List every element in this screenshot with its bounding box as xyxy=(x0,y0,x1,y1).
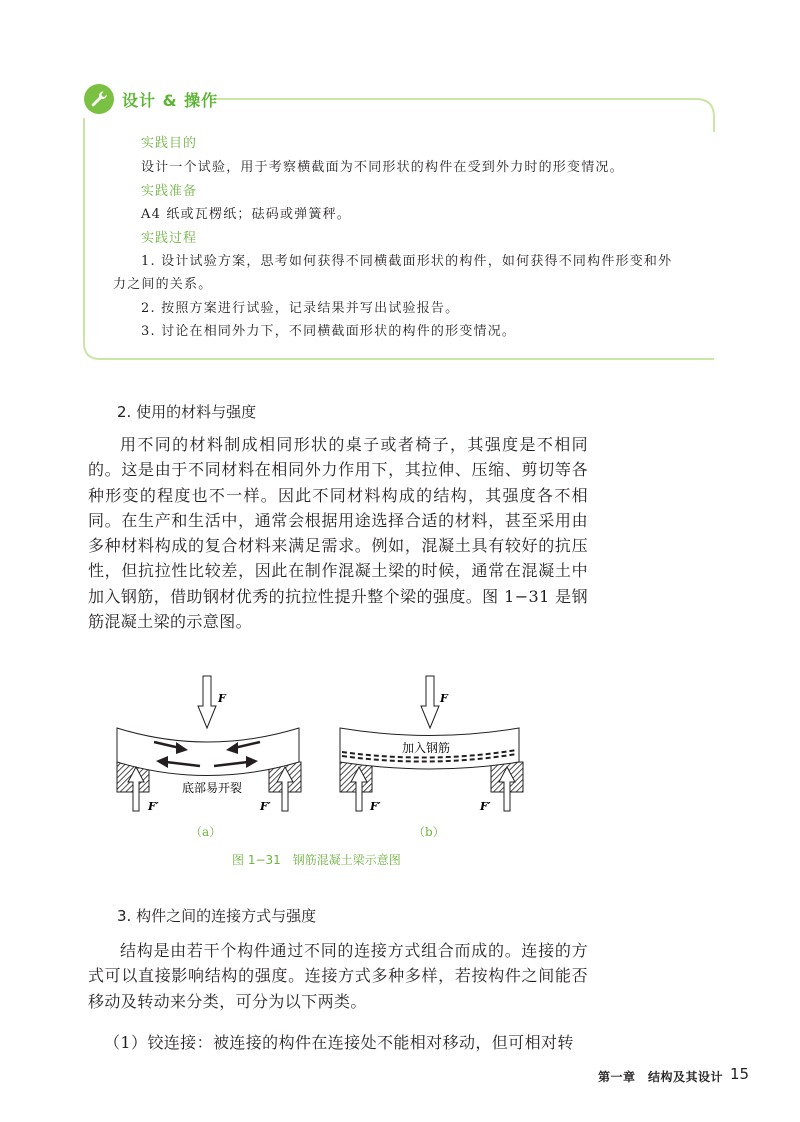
section-3-item-1: （1）铰连接：被连接的构件在连接处不能相对移动，但可相对转 xyxy=(104,1033,574,1052)
step-2: 2. 按照方案进行试验，记录结果并写出试验报告。 xyxy=(141,301,460,316)
practice-box-title: 设计 & 操作 xyxy=(122,91,219,110)
figure-caption: 图 1−31 钢筋混凝土梁示意图 xyxy=(232,853,401,867)
force-arrow-a xyxy=(198,676,216,728)
section-3-paragraph xyxy=(88,938,588,1014)
process-label: 实践过程 xyxy=(141,231,198,246)
reaction-label-a-left: F′ xyxy=(148,800,159,813)
figure-1-31 xyxy=(100,670,540,850)
force-label-a: F xyxy=(218,692,226,705)
rebar-note: 加入钢筋 xyxy=(402,741,451,755)
sub-label-b: （b） xyxy=(413,825,445,839)
wrench-icon xyxy=(84,84,114,114)
beam-a xyxy=(117,728,299,776)
sub-label-a: （a） xyxy=(190,825,222,839)
reaction-label-b-right: F′ xyxy=(480,800,491,813)
section-2-paragraph-text: 用不同的材料制成相同形状的桌子或者椅子，其强度是不相同的。这是由于不同材料在相同外力作用下，其拉伸、压缩、剪切等各种形变的程度也不一样。因此不同材料构成的结构，其强度各不相同。在生产和生活中，通常会根据用途选择合适的材料，甚至采用由多种材料构成的复合材料来满足需求。例如，混凝土具有较好的抗压性，但抗拉性比较差，因此在制作混凝土梁的时候，通常在混凝土中加入钢筋，借助钢材优秀的抗拉性提升整个梁的强度。图 1−31 是钢筋混凝土梁的示意图。 xyxy=(88,435,588,632)
purpose-text: 设计一个试验，用于考察横截面为不同形状的构件在受到外力时的形变情况。 xyxy=(141,160,624,175)
crack-note: 底部易开裂 xyxy=(182,781,243,795)
reaction-label-b-left: F′ xyxy=(370,800,381,813)
section-2-paragraph xyxy=(88,432,588,634)
prep-text: A4 纸或瓦楞纸；砝码或弹簧秤。 xyxy=(141,207,351,222)
force-label-b: F xyxy=(440,692,448,705)
footer-chapter: 第一章 结构及其设计 xyxy=(598,1070,724,1084)
section-3-heading: 3. 构件之间的连接方式与强度 xyxy=(117,907,317,925)
step-3: 3. 讨论在相同外力下，不同横截面形状的构件的形变情况。 xyxy=(141,324,517,339)
reaction-label-a-right: F′ xyxy=(260,800,271,813)
section-3-paragraph-text: 结构是由若干个构件通过不同的连接方式组合而成的。连接的方式可以直接影响结构的强度。连接方式多种多样，若按构件之间能否移动及转动来分类，可分为以下两类。 xyxy=(88,941,588,1011)
step-1-line-2: 力之间的关系。 xyxy=(113,277,213,292)
prep-label: 实践准备 xyxy=(141,184,198,199)
page-number: 15 xyxy=(730,1065,750,1083)
step-1-line-1: 1. 设计试验方案，思考如何获得不同横截面形状的构件，如何获得不同构件形变和外 xyxy=(141,254,673,269)
force-arrow-b xyxy=(421,676,439,728)
purpose-label: 实践目的 xyxy=(141,136,198,151)
section-2-heading: 2. 使用的材料与强度 xyxy=(117,403,257,421)
